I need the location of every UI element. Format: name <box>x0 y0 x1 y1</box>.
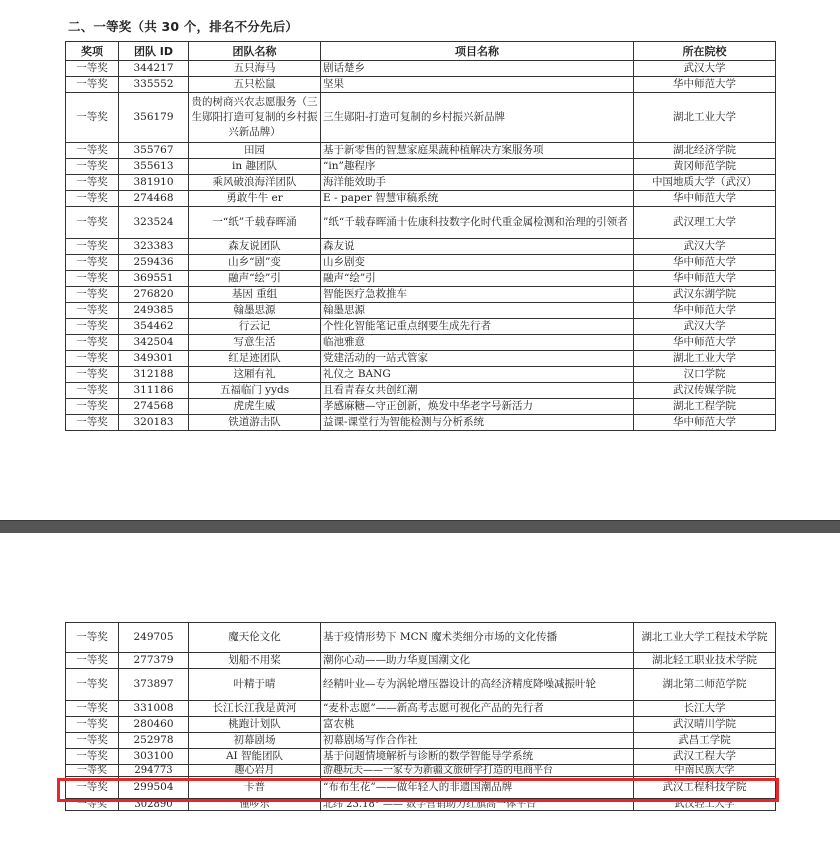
school-cell: 武汉工程大学 <box>634 749 776 765</box>
school-cell: 华中师范大学 <box>634 255 776 271</box>
team-name-cell: 写意生活 <box>189 335 321 351</box>
team-name-cell: 魔天伦文化 <box>189 623 321 653</box>
school-cell: 武汉理工大学 <box>634 207 776 239</box>
project-name-cell: 坚果 <box>321 77 634 93</box>
award-cell: 一等奖 <box>66 271 119 287</box>
school-cell: 武汉东湖学院 <box>634 287 776 303</box>
team-name-cell: 懂啰乐 <box>189 799 321 811</box>
school-cell: 武汉工程科技学院 <box>634 777 776 799</box>
table-header-row <box>66 42 776 61</box>
project-name-cell: 剧话楚乡 <box>321 61 634 77</box>
team-name-cell: 叶精于晴 <box>189 669 321 701</box>
team-name-cell: 基因 重组 <box>189 287 321 303</box>
award-cell: 一等奖 <box>66 733 119 749</box>
school-cell: 湖北第二师范学院 <box>634 669 776 701</box>
team-id-cell: 342504 <box>119 335 189 351</box>
school-cell: 武汉传媒学院 <box>634 383 776 399</box>
table-row <box>66 303 776 319</box>
award-cell: 一等奖 <box>66 255 119 271</box>
project-name-cell: 个性化智能笔记重点纲要生成先行者 <box>321 319 634 335</box>
project-name-cell: “布布生花”——做年轻人的非遗国潮品牌 <box>321 777 634 799</box>
team-name-cell: 行云记 <box>189 319 321 335</box>
table-row <box>66 717 776 733</box>
award-cell: 一等奖 <box>66 749 119 765</box>
project-name-cell: 融声“绘”引 <box>321 271 634 287</box>
team-id-cell: 355613 <box>119 159 189 175</box>
project-name-cell: 三生郧阳-打造可复制的乡村振兴新品牌 <box>321 93 634 143</box>
school-cell: 华中师范大学 <box>634 77 776 93</box>
team-id-cell: 276820 <box>119 287 189 303</box>
table-row <box>66 191 776 207</box>
school-cell: 武汉晴川学院 <box>634 717 776 733</box>
table-row <box>66 701 776 717</box>
school-cell: 华中师范大学 <box>634 271 776 287</box>
project-name-cell: 且看青春女共创红潮 <box>321 383 634 399</box>
project-name-cell: 初幕剧场写作合作社 <box>321 733 634 749</box>
team-id-cell: 320183 <box>119 415 189 431</box>
award-cell: 一等奖 <box>66 351 119 367</box>
table-row <box>66 733 776 749</box>
team-name-cell: 山乡“剧”变 <box>189 255 321 271</box>
team-name-cell: 虎虎生威 <box>189 399 321 415</box>
highlight-box <box>57 778 779 802</box>
school-cell: 湖北工程学院 <box>634 399 776 415</box>
table-row <box>66 367 776 383</box>
team-id-cell: 303100 <box>119 749 189 765</box>
team-id-cell: 249385 <box>119 303 189 319</box>
award-cell: 一等奖 <box>66 207 119 239</box>
school-cell: 武汉大学 <box>634 239 776 255</box>
team-id-cell: 274468 <box>119 191 189 207</box>
award-cell: 一等奖 <box>66 143 119 159</box>
school-cell: 湖北工业大学 <box>634 351 776 367</box>
project-name-cell: 孝感麻糖—守正创新，焕发中华老字号新活力 <box>321 399 634 415</box>
table-row <box>66 765 776 777</box>
team-id-cell: 373897 <box>119 669 189 701</box>
table-row <box>66 669 776 701</box>
award-cell: 一等奖 <box>66 669 119 701</box>
team-name-cell: 红足迹团队 <box>189 351 321 367</box>
school-cell: 湖北轻工职业技术学院 <box>634 653 776 669</box>
project-name-cell: 基于疫情形势下 MCN 魔术类细分市场的文化传播 <box>321 623 634 653</box>
award-cell: 一等奖 <box>66 77 119 93</box>
team-name-cell: 五只松鼠 <box>189 77 321 93</box>
team-name-cell: 铁道游击队 <box>189 415 321 431</box>
table-row <box>66 351 776 367</box>
column-header: 团队名称 <box>189 42 321 61</box>
project-name-cell: 富农桃 <box>321 717 634 733</box>
table-row <box>66 623 776 653</box>
team-name-cell: 长江长江我是黄河 <box>189 701 321 717</box>
team-id-cell: 280460 <box>119 717 189 733</box>
table-row <box>66 415 776 431</box>
school-cell: 黄冈师范学院 <box>634 159 776 175</box>
award-cell: 一等奖 <box>66 717 119 733</box>
team-name-cell: 卡普 <box>189 777 321 799</box>
project-name-cell: “in”趣程序 <box>321 159 634 175</box>
table-row <box>66 653 776 669</box>
team-id-cell: 252978 <box>119 733 189 749</box>
school-cell: 中南民族大学 <box>634 765 776 777</box>
table-row <box>66 255 776 271</box>
award-cell: 一等奖 <box>66 399 119 415</box>
school-cell: 湖北经济学院 <box>634 143 776 159</box>
project-name-cell: 智能医疗急救推车 <box>321 287 634 303</box>
project-name-cell: 森友说 <box>321 239 634 255</box>
table-row <box>66 399 776 415</box>
school-cell: 华中师范大学 <box>634 303 776 319</box>
team-name-cell: 五只海马 <box>189 61 321 77</box>
team-id-cell: 335552 <box>119 77 189 93</box>
section-heading: 二、一等奖（共 30 个，排名不分先后） <box>68 19 299 34</box>
team-id-cell: 344217 <box>119 61 189 77</box>
table-row <box>66 93 776 143</box>
school-cell: 武汉大学 <box>634 61 776 77</box>
award-cell: 一等奖 <box>66 61 119 77</box>
page-break-separator <box>0 521 840 533</box>
school-cell: 中国地质大学（武汉） <box>634 175 776 191</box>
team-name-cell: 翰墨思源 <box>189 303 321 319</box>
team-id-cell: 311186 <box>119 383 189 399</box>
award-cell: 一等奖 <box>66 777 119 799</box>
project-name-cell: 党建活动的一站式管家 <box>321 351 634 367</box>
project-name-cell: 潮你心动——助力华夏国潮文化 <box>321 653 634 669</box>
project-name-cell: 翰墨思源 <box>321 303 634 319</box>
school-cell: 武汉轻工大学 <box>634 799 776 811</box>
project-name-cell: 山乡剧变 <box>321 255 634 271</box>
school-cell: 华中师范大学 <box>634 191 776 207</box>
award-cell: 一等奖 <box>66 319 119 335</box>
school-cell: 汉口学院 <box>634 367 776 383</box>
table-row <box>66 335 776 351</box>
team-name-cell: 五福临门 yyds <box>189 383 321 399</box>
project-name-cell: 基于问题情境解析与诊断的数学智能导学系统 <box>321 749 634 765</box>
school-cell: 长江大学 <box>634 701 776 717</box>
award-cell: 一等奖 <box>66 367 119 383</box>
table-row <box>66 287 776 303</box>
project-name-cell: 游趣玩夫——一家专为新疆文旅研学打造的电商平台 <box>321 765 634 777</box>
award-cell: 一等奖 <box>66 93 119 143</box>
team-id-cell: 302890 <box>119 799 189 811</box>
table-row <box>66 383 776 399</box>
column-header: 团队 ID <box>119 42 189 61</box>
award-cell: 一等奖 <box>66 159 119 175</box>
school-cell: 华中师范大学 <box>634 335 776 351</box>
team-name-cell: 桃跑计划队 <box>189 717 321 733</box>
table-row <box>66 143 776 159</box>
project-name-cell: 北纬 23.18° —— 数字营销助力红旗高一体平台 <box>321 799 634 811</box>
project-name-cell: 临池雅意 <box>321 335 634 351</box>
team-id-cell: 259436 <box>119 255 189 271</box>
table-row <box>66 239 776 255</box>
team-id-cell: 323383 <box>119 239 189 255</box>
team-name-cell: 勇敢牛牛 er <box>189 191 321 207</box>
team-name-cell: in 趣团队 <box>189 159 321 175</box>
project-name-cell: 海洋能效助手 <box>321 175 634 191</box>
award-cell: 一等奖 <box>66 701 119 717</box>
project-name-cell: E - paper 智慧审稿系统 <box>321 191 634 207</box>
table-row <box>66 77 776 93</box>
team-name-cell: 融声“绘”引 <box>189 271 321 287</box>
team-id-cell: 312188 <box>119 367 189 383</box>
award-cell: 一等奖 <box>66 191 119 207</box>
award-cell: 一等奖 <box>66 623 119 653</box>
column-header: 奖项 <box>66 42 119 61</box>
team-id-cell: 354462 <box>119 319 189 335</box>
award-cell: 一等奖 <box>66 415 119 431</box>
project-name-cell: ”纸“千载春晖涌十佐康科技数字化时代重金属检测和治理的引领者 <box>321 207 634 239</box>
team-name-cell: 森友说团队 <box>189 239 321 255</box>
team-id-cell: 331008 <box>119 701 189 717</box>
awards-table-top <box>65 41 776 431</box>
team-name-cell: 划船不用桨 <box>189 653 321 669</box>
team-id-cell: 369551 <box>119 271 189 287</box>
team-id-cell: 277379 <box>119 653 189 669</box>
team-name-cell: 贵的树商兴农志愿服务（三生郧阳打造可复制的乡村振兴新品牌） <box>189 93 321 143</box>
team-id-cell: 299504 <box>119 777 189 799</box>
school-cell: 湖北工业大学工程技术学院 <box>634 623 776 653</box>
team-name-cell: 初幕剧场 <box>189 733 321 749</box>
team-id-cell: 323524 <box>119 207 189 239</box>
award-cell: 一等奖 <box>66 765 119 777</box>
award-cell: 一等奖 <box>66 383 119 399</box>
table-row <box>66 61 776 77</box>
team-id-cell: 349301 <box>119 351 189 367</box>
team-id-cell: 274568 <box>119 399 189 415</box>
award-cell: 一等奖 <box>66 287 119 303</box>
project-name-cell: “麦朴志愿”——新高考志愿可视化产品的先行者 <box>321 701 634 717</box>
column-header: 所在院校 <box>634 42 776 61</box>
award-cell: 一等奖 <box>66 653 119 669</box>
school-cell: 武昌工学院 <box>634 733 776 749</box>
team-id-cell: 294773 <box>119 765 189 777</box>
project-name-cell: 益课-课堂行为智能检测与分析系统 <box>321 415 634 431</box>
award-cell: 一等奖 <box>66 335 119 351</box>
award-cell: 一等奖 <box>66 799 119 811</box>
team-name-cell: 趣心岩月 <box>189 765 321 777</box>
school-cell: 湖北工业大学 <box>634 93 776 143</box>
school-cell: 武汉大学 <box>634 319 776 335</box>
table-row <box>66 159 776 175</box>
team-name-cell: 田园 <box>189 143 321 159</box>
table-row <box>66 749 776 765</box>
project-name-cell: 基于新零售的智慧家庭果蔬种植解决方案服务项 <box>321 143 634 159</box>
project-name-cell: 经精叶业—专为涡轮增压器设计的高经济精度降噪减振叶轮 <box>321 669 634 701</box>
table-row <box>66 271 776 287</box>
award-cell: 一等奖 <box>66 239 119 255</box>
team-id-cell: 249705 <box>119 623 189 653</box>
table-row <box>66 175 776 191</box>
team-id-cell: 355767 <box>119 143 189 159</box>
award-cell: 一等奖 <box>66 303 119 319</box>
team-id-cell: 356179 <box>119 93 189 143</box>
table-row <box>66 207 776 239</box>
award-cell: 一等奖 <box>66 175 119 191</box>
team-name-cell: 一“纸”千载春晖涌 <box>189 207 321 239</box>
project-name-cell: 礼仪之 BANG <box>321 367 634 383</box>
table-row <box>66 319 776 335</box>
column-header: 项目名称 <box>321 42 634 61</box>
team-name-cell: 这厢有礼 <box>189 367 321 383</box>
team-name-cell: AI 智能团队 <box>189 749 321 765</box>
team-name-cell: 乘风破浪海洋团队 <box>189 175 321 191</box>
team-id-cell: 381910 <box>119 175 189 191</box>
school-cell: 华中师范大学 <box>634 415 776 431</box>
